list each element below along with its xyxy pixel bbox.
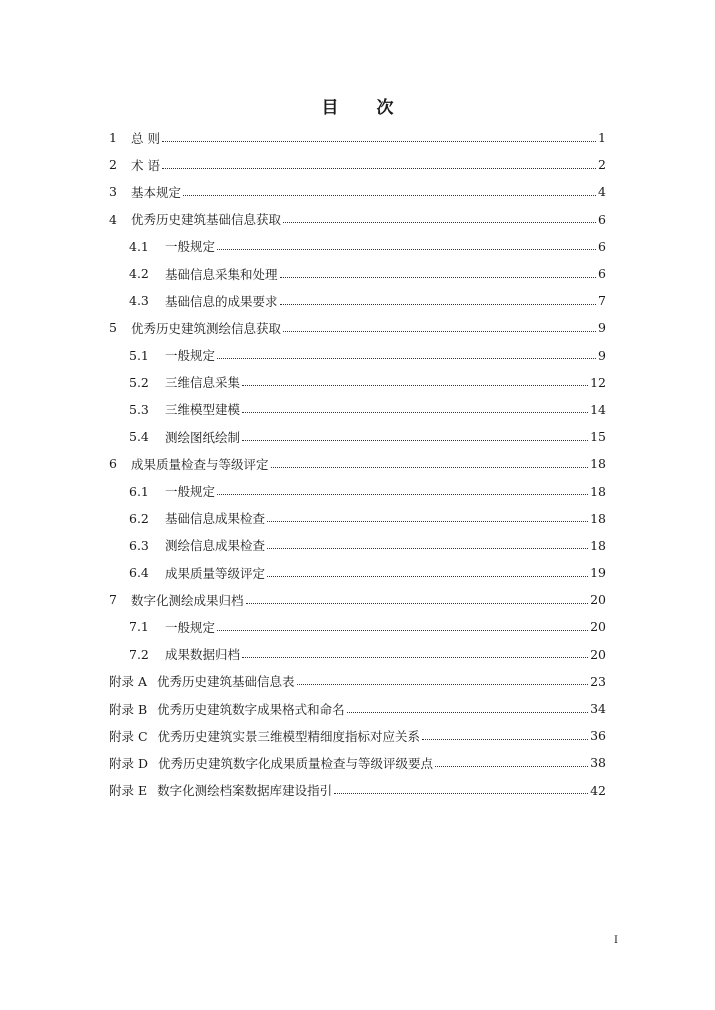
toc-entry-number: 4 <box>109 211 117 227</box>
toc-entry-page: 4 <box>598 184 606 200</box>
toc-entry-label: 成果质量等级评定 <box>165 565 266 581</box>
toc-dot-leader <box>162 140 596 142</box>
toc-entry[interactable] <box>109 722 606 749</box>
toc-dot-leader <box>280 303 597 305</box>
toc-entry[interactable] <box>109 777 606 804</box>
toc-entry-page: 23 <box>590 673 606 689</box>
toc-entry-label: 优秀历史建筑实景三维模型精细度指标对应关系 <box>157 728 421 744</box>
toc-entry[interactable] <box>109 586 606 613</box>
toc-entry-label: 一般规定 <box>165 239 216 255</box>
toc-entry-page: 2 <box>598 157 606 173</box>
toc-entry-number: 5.3 <box>129 401 149 417</box>
toc-entry-page: 6 <box>598 211 606 227</box>
toc-entry-label: 优秀历史建筑基础信息表 <box>157 674 295 690</box>
toc-entry[interactable] <box>109 532 606 559</box>
toc-dot-leader <box>217 357 596 359</box>
toc-entry-label: 基础信息的成果要求 <box>165 293 278 309</box>
toc-entry-number: 附录 C <box>109 728 148 744</box>
page-folio: I <box>614 935 618 946</box>
toc-dot-leader <box>267 520 588 522</box>
toc-dot-leader <box>242 656 588 658</box>
toc-entry-label: 术 语 <box>131 157 160 173</box>
toc-entry[interactable] <box>109 314 606 341</box>
toc-dot-leader <box>271 466 589 468</box>
toc-entry[interactable] <box>109 613 606 640</box>
toc-entry-page: 9 <box>598 347 606 363</box>
toc-entry[interactable] <box>109 260 606 287</box>
toc-entry-page: 15 <box>590 429 606 445</box>
toc-entry-page: 7 <box>598 293 606 309</box>
toc-entry-page: 14 <box>590 401 606 417</box>
toc-dot-leader <box>217 493 588 495</box>
toc-entry-number: 附录 A <box>109 674 148 690</box>
toc-entry-page: 18 <box>590 537 606 553</box>
toc-entry[interactable] <box>109 668 606 695</box>
toc-entry-number: 6 <box>109 456 117 472</box>
toc-entry-page: 20 <box>590 619 606 635</box>
toc-entry[interactable] <box>109 287 606 314</box>
toc-entry[interactable] <box>109 505 606 532</box>
toc-dot-leader <box>246 602 589 604</box>
toc-dot-leader <box>280 276 597 278</box>
toc-entry[interactable] <box>109 342 606 369</box>
toc-entry-label: 测绘图纸绘制 <box>165 429 241 445</box>
toc-entry[interactable] <box>109 396 606 423</box>
toc-entry-label: 测绘信息成果检查 <box>165 538 266 554</box>
toc-dot-leader <box>267 547 588 549</box>
toc-dot-leader <box>162 167 596 169</box>
toc-entry[interactable] <box>109 641 606 668</box>
toc-entry-label: 基本规定 <box>131 184 182 200</box>
toc-dot-leader <box>217 248 596 250</box>
toc-entry-number: 6.2 <box>129 510 149 526</box>
toc-entry-page: 1 <box>598 130 606 146</box>
toc-dot-leader <box>422 738 588 740</box>
toc-entry[interactable] <box>109 178 606 205</box>
toc-entry-page: 36 <box>590 728 606 744</box>
toc-entry-number: 附录 B <box>109 701 148 717</box>
toc-entry-number: 4.2 <box>129 266 149 282</box>
toc-entry-page: 20 <box>590 592 606 608</box>
toc-entry[interactable] <box>109 206 606 233</box>
toc-entry-number: 7.1 <box>129 619 149 635</box>
toc-entry-page: 42 <box>590 782 606 798</box>
toc-entry[interactable] <box>109 450 606 477</box>
toc-entry-page: 18 <box>590 510 606 526</box>
toc-entry-page: 9 <box>598 320 606 336</box>
toc-entry-label: 基础信息采集和处理 <box>165 266 278 282</box>
toc-entry-number: 1 <box>109 130 117 146</box>
toc-entry-number: 3 <box>109 184 117 200</box>
toc-entry-label: 成果质量检查与等级评定 <box>131 456 269 472</box>
toc-entry-label: 数字化测绘成果归档 <box>131 592 244 608</box>
toc-entry-label: 总 则 <box>131 130 160 146</box>
toc-entry-label: 三维模型建模 <box>165 402 241 418</box>
toc-entry-number: 5 <box>109 320 117 336</box>
toc-entry-page: 34 <box>590 701 606 717</box>
toc-entry-label: 一般规定 <box>165 348 216 364</box>
toc-dot-leader <box>242 411 588 413</box>
toc-entry-page: 6 <box>598 238 606 254</box>
toc-entry-label: 数字化测绘档案数据库建设指引 <box>157 783 333 799</box>
toc-entry[interactable] <box>109 695 606 722</box>
toc-entry-number: 5.4 <box>129 429 149 445</box>
toc-entry-label: 三维信息采集 <box>165 375 241 391</box>
toc-entry-number: 5.2 <box>129 374 149 390</box>
toc-entry-number: 4.3 <box>129 293 149 309</box>
toc-dot-leader <box>267 575 588 577</box>
toc-entry-number: 4.1 <box>129 238 149 254</box>
table-of-contents <box>109 124 606 804</box>
toc-dot-leader <box>183 194 596 196</box>
toc-entry[interactable] <box>109 749 606 776</box>
toc-entry-page: 12 <box>590 374 606 390</box>
toc-entry-page: 38 <box>590 755 606 771</box>
toc-dot-leader <box>435 765 588 767</box>
toc-entry-label: 基础信息成果检查 <box>165 511 266 527</box>
toc-entry-label: 优秀历史建筑测绘信息获取 <box>131 320 282 336</box>
toc-entry-page: 19 <box>590 565 606 581</box>
toc-dot-leader <box>242 384 588 386</box>
toc-entry-number: 6.3 <box>129 537 149 553</box>
toc-entry-page: 18 <box>590 456 606 472</box>
toc-dot-leader <box>242 439 588 441</box>
toc-entry-label: 优秀历史建筑数字化成果质量检查与等级评级要点 <box>158 755 434 771</box>
toc-entry-number: 附录 D <box>109 755 148 771</box>
toc-entry-label: 一般规定 <box>165 484 216 500</box>
toc-entry-number: 6.4 <box>129 565 149 581</box>
toc-entry[interactable] <box>109 369 606 396</box>
toc-entry[interactable] <box>109 423 606 450</box>
toc-dot-leader <box>297 683 589 685</box>
toc-entry-number: 6.1 <box>129 483 149 499</box>
toc-entry-number: 2 <box>109 157 117 173</box>
toc-entry[interactable] <box>109 477 606 504</box>
toc-entry-page: 6 <box>598 266 606 282</box>
toc-entry-page: 18 <box>590 483 606 499</box>
toc-entry-number: 7 <box>109 592 117 608</box>
toc-entry[interactable] <box>109 233 606 260</box>
toc-entry-label: 一般规定 <box>165 619 216 635</box>
toc-entry-page: 20 <box>590 646 606 662</box>
toc-entry[interactable] <box>109 559 606 586</box>
toc-dot-leader <box>217 629 588 631</box>
toc-entry-label: 成果数据归档 <box>165 647 241 663</box>
toc-dot-leader <box>347 711 588 713</box>
toc-dot-leader <box>283 221 596 223</box>
toc-entry-number: 5.1 <box>129 347 149 363</box>
toc-entry-label: 优秀历史建筑基础信息获取 <box>131 212 282 228</box>
toc-dot-leader <box>283 330 596 332</box>
toc-entry[interactable] <box>109 124 606 151</box>
page-title: 目 次 <box>321 98 410 118</box>
toc-entry-number: 附录 E <box>109 783 148 799</box>
toc-entry[interactable] <box>109 151 606 178</box>
toc-dot-leader <box>334 792 588 794</box>
toc-entry-number: 7.2 <box>129 646 149 662</box>
toc-entry-label: 优秀历史建筑数字成果格式和命名 <box>157 701 345 717</box>
